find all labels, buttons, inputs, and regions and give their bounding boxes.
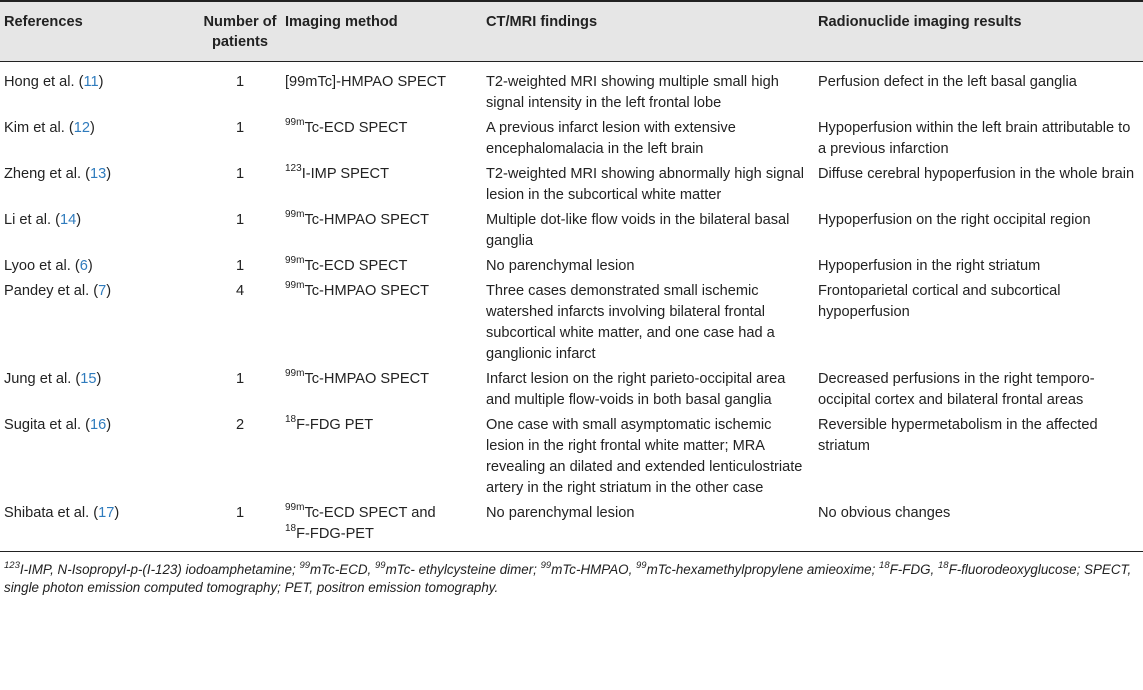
cell-ct-mri-findings: A previous infarct lesion with extensive encephalomalacia in the left brain <box>486 120 736 157</box>
method-text: Tc-HMPAO SPECT <box>304 212 430 228</box>
cell-imaging-method <box>281 411 482 499</box>
footnote-text: F-FDG, <box>889 562 938 577</box>
reference-link[interactable]: 13 <box>90 166 107 182</box>
footnote-sup: 18 <box>937 559 949 571</box>
cell-radionuclide-results: Decreased perfusions in the right temporo-occipital cortex and bilateral frontal areas <box>818 371 1095 408</box>
cell-imaging-method <box>281 365 482 411</box>
reference-close: ) <box>76 212 82 228</box>
cell-ct-mri-findings: Infarct lesion on the right parieto-occipital area and multiple flow-voids in both basal ganglia <box>486 371 786 408</box>
isotope-sup: 99m <box>285 368 305 380</box>
table-row <box>0 62 1143 115</box>
isotope-sup: 99m <box>285 280 305 292</box>
cell-ct-mri-findings: No parenchymal lesion <box>486 258 635 274</box>
reference-author: Sugita et al. ( <box>4 417 90 433</box>
cell-reference <box>0 252 199 277</box>
reference-close: ) <box>106 166 112 182</box>
footnote-text: I-IMP, N-Isopropyl-p-(I-123) iodoamphetamine; <box>19 562 300 577</box>
cell-number-of-patients: 1 <box>235 371 245 387</box>
footnote-sup: 99 <box>636 559 647 571</box>
footnote-text: mTc- ethylcysteine dimer; <box>385 562 541 577</box>
reference-link[interactable]: 12 <box>73 120 90 136</box>
header-radionuclide-results: Radionuclide imaging results <box>814 1 1143 62</box>
reference-close: ) <box>106 283 112 299</box>
footnote-sup: 99 <box>375 559 386 571</box>
cell-imaging-method <box>281 62 482 115</box>
footnote-text: mTc-ECD, <box>310 562 376 577</box>
cell-number-of-patients: 1 <box>235 212 245 228</box>
table-row <box>0 252 1143 277</box>
isotope-sup: 18 <box>285 414 297 426</box>
header-references: References <box>0 1 199 62</box>
table-row <box>0 365 1143 411</box>
method-text: Tc-ECD SPECT <box>304 120 408 136</box>
method-text-2: F-FDG-PET <box>296 526 374 542</box>
cell-reference <box>0 62 199 115</box>
footnote-text: mTc-HMPAO, <box>551 562 637 577</box>
reference-link[interactable]: 6 <box>79 258 88 274</box>
footnote-sup: 99 <box>540 559 552 571</box>
isotope-sup: 99m <box>285 502 305 514</box>
cell-ct-mri-findings: No parenchymal lesion <box>482 499 814 552</box>
cell-radionuclide-results: Hypoperfusion in the right striatum <box>818 258 1041 274</box>
reference-author: Kim et al. ( <box>4 120 74 136</box>
reference-author: Li et al. ( <box>4 212 60 228</box>
cell-reference <box>0 160 199 206</box>
cell-ct-mri-findings: Multiple dot-like flow voids in the bilateral basal ganglia <box>486 212 790 249</box>
footnote-sup: 18 <box>879 559 890 571</box>
reference-close: ) <box>87 258 93 274</box>
footnote-text: F-fluorodeoxyglucose; SPECT, single photon emission computed tomography; PET, positron emission tomography. <box>4 562 1132 595</box>
reference-author: Lyoo et al. ( <box>4 258 80 274</box>
reference-author: Hong et al. ( <box>4 74 84 90</box>
reference-link[interactable]: 17 <box>98 505 115 521</box>
table-body <box>0 62 1143 552</box>
cell-imaging-method <box>281 252 482 277</box>
reference-link[interactable]: 11 <box>83 74 99 90</box>
reference-author: Jung et al. ( <box>4 371 81 387</box>
reference-link[interactable]: 7 <box>98 283 107 299</box>
table-header <box>0 1 1143 62</box>
cell-number-of-patients: 1 <box>235 258 245 274</box>
cell-imaging-method <box>281 114 482 160</box>
cell-radionuclide-results: Reversible hypermetabolism in the affected striatum <box>818 417 1098 454</box>
method-text: Tc-HMPAO SPECT <box>304 283 430 299</box>
cell-number-of-patients: 2 <box>235 417 245 433</box>
cell-radionuclide-results: No obvious changes <box>814 499 1143 552</box>
reference-link[interactable]: 14 <box>59 212 77 228</box>
reference-close: ) <box>98 74 104 90</box>
reference-close: ) <box>89 120 95 136</box>
cell-radionuclide-results: Hypoperfusion on the right occipital region <box>818 212 1091 228</box>
reference-link[interactable]: 16 <box>90 417 107 433</box>
cell-imaging-method <box>281 499 482 552</box>
table-footnote <box>0 552 1143 597</box>
isotope-sup: 99m <box>285 209 305 221</box>
table-row <box>0 499 1143 552</box>
isotope-sup-2: 18 <box>285 523 297 535</box>
method-text: I-IMP SPECT <box>301 166 389 182</box>
reference-author: Zheng et al. ( <box>4 166 90 182</box>
isotope-sup: 123 <box>285 163 302 175</box>
cell-radionuclide-results: Perfusion defect in the left basal ganglia <box>818 74 1077 90</box>
footnote-text: mTc-hexamethylpropylene amieoxime; <box>646 562 880 577</box>
cell-number-of-patients: 1 <box>235 166 245 182</box>
isotope-sup: 99m <box>285 117 305 129</box>
isotope-sup: 99m <box>285 255 305 267</box>
cell-ct-mri-findings: T2-weighted MRI showing abnormally high signal lesion in the subcortical white matter <box>486 166 804 203</box>
header-imaging-method: Imaging method <box>281 1 482 62</box>
method-text: [99mTc]-HMPAO SPECT <box>285 74 447 90</box>
reference-author: Shibata et al. ( <box>4 505 99 521</box>
cell-reference <box>0 499 199 552</box>
cell-reference <box>0 365 199 411</box>
cell-number-of-patients: 1 <box>235 120 245 136</box>
reference-link[interactable]: 15 <box>80 371 97 387</box>
header-number-of-patients: Number of patients <box>199 1 281 62</box>
cell-number-of-patients: 1 <box>235 74 245 90</box>
table-row <box>0 206 1143 252</box>
reference-close: ) <box>106 417 112 433</box>
cell-reference <box>0 277 199 365</box>
cell-imaging-method <box>281 206 482 252</box>
cell-reference <box>0 206 199 252</box>
cell-ct-mri-findings: One case with small asymptomatic ischemic lesion in the right frontal white matter; MRA revealing an dilated and extended lenticulostriate artery in the right striatum in the other case <box>486 417 803 496</box>
table-row <box>0 411 1143 499</box>
reference-close: ) <box>96 371 102 387</box>
table-row <box>0 277 1143 365</box>
cell-radionuclide-results: Frontoparietal cortical and subcortical hypoperfusion <box>818 283 1061 320</box>
table-row <box>0 114 1143 160</box>
header-row <box>0 1 1143 62</box>
table-row <box>0 160 1143 206</box>
cell-radionuclide-results: Diffuse cerebral hypoperfusion in the whole brain <box>818 166 1135 182</box>
cell-ct-mri-findings: Three cases demonstrated small ischemic watershed infarcts involving bilateral frontal subcortical white matter, and one case had a ganglionic infarct <box>486 283 775 362</box>
cell-reference <box>0 114 199 160</box>
footnote-sup: 123 <box>4 559 20 571</box>
cell-radionuclide-results: Hypoperfusion within the left brain attributable to a previous infarction <box>818 120 1131 157</box>
method-text: F-FDG PET <box>296 417 374 433</box>
method-text: Tc-ECD SPECT and <box>304 505 436 521</box>
cell-number-of-patients: 1 <box>199 499 281 552</box>
method-text: Tc-ECD SPECT <box>304 258 408 274</box>
method-text: Tc-HMPAO SPECT <box>304 371 430 387</box>
cell-imaging-method <box>281 277 482 365</box>
header-ct-mri-findings: CT/MRI findings <box>482 1 814 62</box>
cell-ct-mri-findings: T2-weighted MRI showing multiple small high signal intensity in the left frontal lobe <box>486 74 779 111</box>
reference-author: Pandey et al. ( <box>4 283 99 299</box>
cell-imaging-method <box>281 160 482 206</box>
footnote-sup: 99 <box>299 559 311 571</box>
cell-reference <box>0 411 199 499</box>
cell-number-of-patients: 4 <box>235 283 245 299</box>
reference-close: ) <box>114 505 120 521</box>
